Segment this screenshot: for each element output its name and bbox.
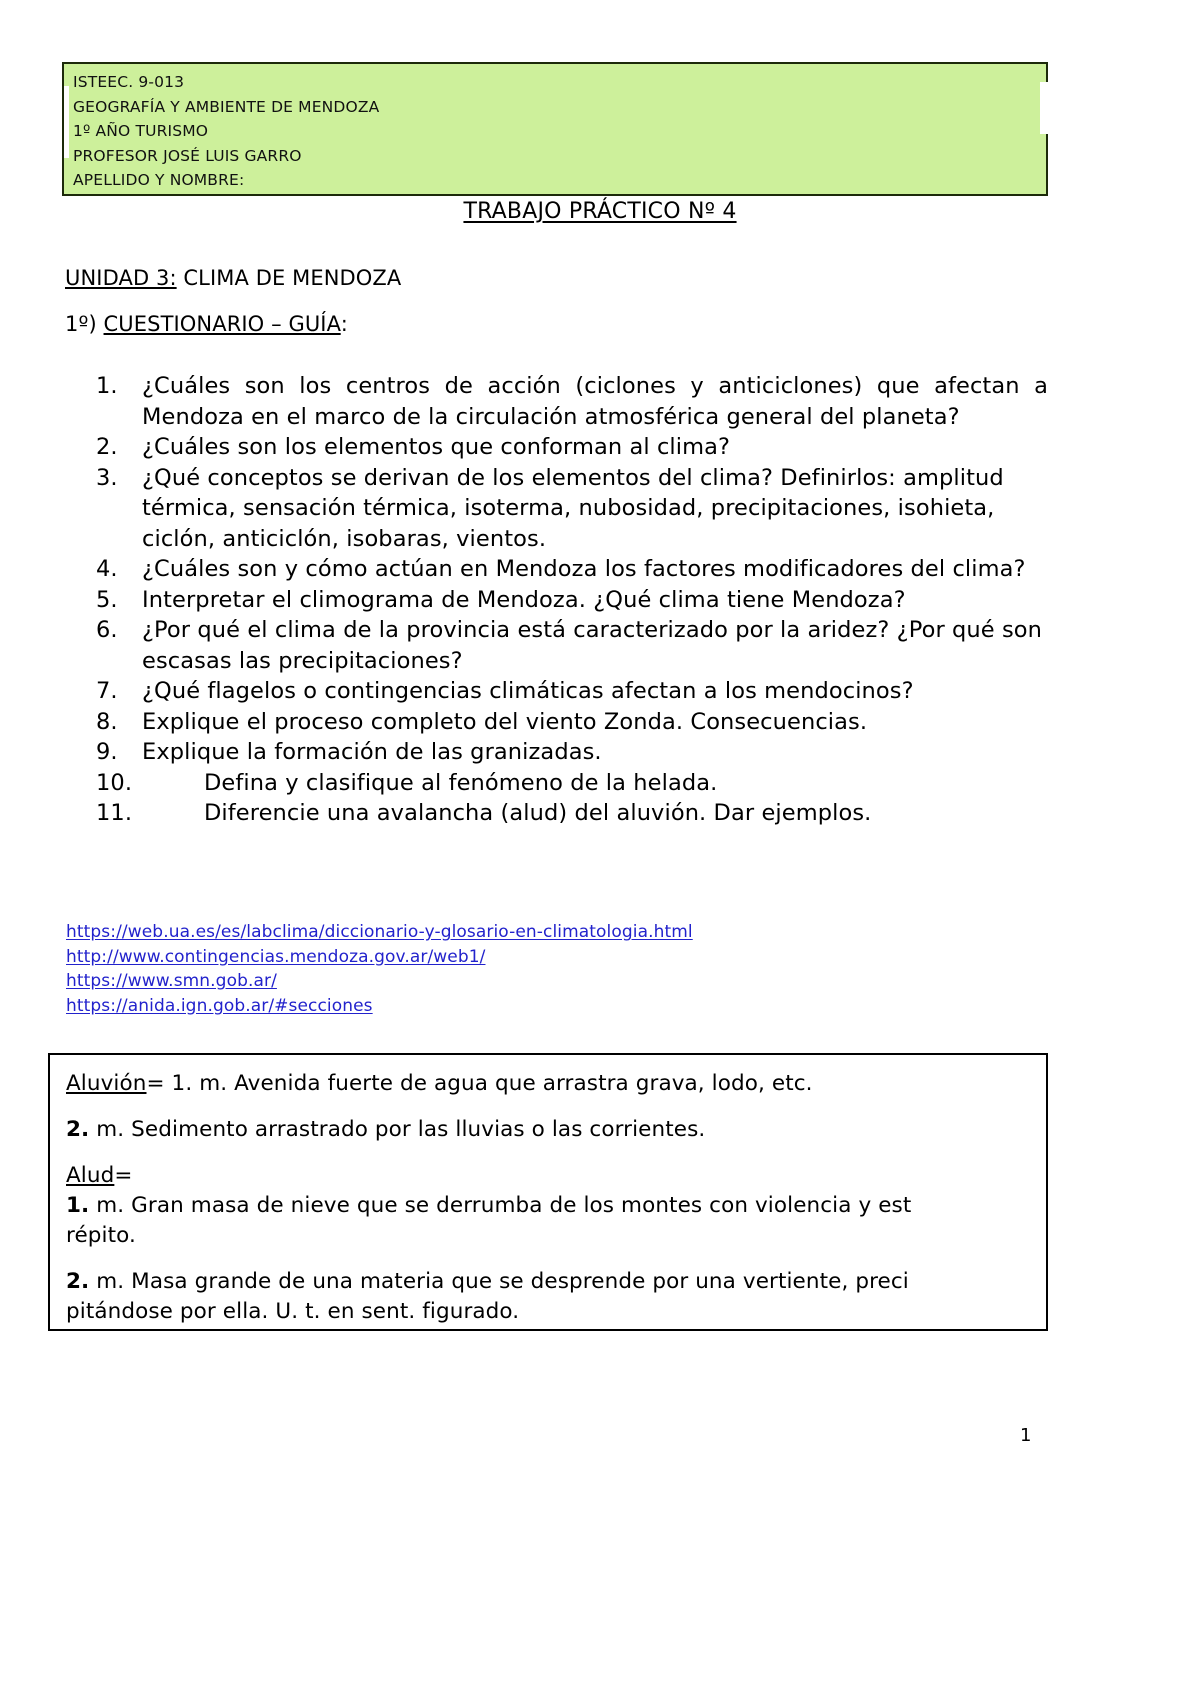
definition-aluvion-text2: m. Sedimento arrastrado por las lluvias o las corrientes.: [89, 1117, 706, 1142]
course-header-box: [62, 62, 1048, 196]
header-line-institution: ISTEEC. 9-013: [73, 73, 185, 91]
list-item: [96, 371, 1048, 432]
questionnaire-suffix: :: [340, 312, 348, 336]
list-item: [96, 432, 1048, 463]
definition-alud-text2-cont: pitándose por ella. U. t. en sent. figurado.: [66, 1299, 520, 1324]
questionnaire-heading: [65, 311, 348, 338]
list-item: [96, 768, 1048, 799]
list-item-text: ¿Por qué el clima de la provincia está caracterizado por la aridez? ¿Por qué son escasas las precipitaciones?: [142, 617, 1043, 674]
definition-sense-number: 2.: [66, 1117, 90, 1142]
list-item-text: Interpretar el climograma de Mendoza. ¿Qué clima tiene Mendoza?: [142, 586, 906, 613]
page-title-text: TRABAJO PRÁCTICO Nº 4: [463, 199, 737, 224]
list-item-text: Explique el proceso completo del viento Zonda. Consecuencias.: [142, 708, 868, 735]
definition-sense-number: 1.: [66, 1193, 90, 1218]
list-item: [96, 615, 1048, 676]
list-item-text: ¿Cuáles son y cómo actúan en Mendoza los factores modificadores del clima?: [142, 556, 1026, 582]
list-item: [96, 676, 1048, 707]
header-line-year: 1º AÑO TURISMO: [73, 122, 209, 140]
reference-link[interactable]: https://web.ua.es/es/labclima/diccionario-y-glosario-en-climatologia.html: [66, 922, 693, 942]
definition-aluvion-line1: [66, 1069, 1036, 1099]
header-line-professor: PROFESOR JOSÉ LUIS GARRO: [73, 146, 302, 165]
definition-alud-line2: [66, 1267, 1036, 1327]
list-item-label: Defina y clasifique al fenómeno de la helada.: [204, 769, 718, 796]
page-number: 1: [1020, 1425, 1032, 1446]
list-item-number: 4.: [96, 556, 118, 582]
list-item-number: 6.: [96, 617, 118, 643]
definition-alud-line1: [66, 1191, 1036, 1251]
list-item-text: ¿Qué flagelos o contingencias climáticas afectan a los mendocinos?: [142, 678, 914, 704]
definition-term-alud: Alud: [66, 1163, 115, 1188]
header-line-subject: GEOGRAFÍA Y AMBIENTE DE MENDOZA: [73, 97, 380, 116]
header-right-notch: [1040, 82, 1048, 134]
list-item: [96, 585, 1048, 616]
list-item-number: 8.: [96, 708, 118, 735]
list-item-number: 5.: [96, 586, 118, 613]
header-line-student-name: APELLIDO Y NOMBRE:: [73, 171, 245, 189]
list-item-number: 9.: [96, 739, 118, 765]
unit-value: CLIMA DE MENDOZA: [176, 266, 402, 290]
questionnaire-label: CUESTIONARIO – GUÍA: [103, 312, 341, 336]
reference-link[interactable]: https://www.smn.gob.ar/: [66, 971, 277, 991]
list-item: [96, 463, 1048, 555]
list-item-text: [142, 798, 1048, 829]
definition-term-aluvion: Aluvión: [66, 1071, 147, 1096]
list-item-text: ¿Cuáles son los centros de acción (ciclones y anticiclones) que afectan a Mendoza en el marco de la circulación atmosférica general del planeta?: [142, 373, 1048, 430]
reference-links: [66, 920, 966, 1018]
list-item-label: Diferencie una avalancha (alud) del aluvión. Dar ejemplos.: [204, 800, 872, 826]
list-item: [96, 798, 1048, 829]
unit-label: UNIDAD 3:: [65, 266, 177, 290]
list-item-number: 11.: [96, 800, 133, 826]
list-item: [96, 554, 1048, 585]
definition-aluvion-text1: = 1. m. Avenida fuerte de agua que arrastra grava, lodo, etc.: [146, 1071, 813, 1096]
definition-aluvion-line2: [66, 1115, 1036, 1145]
questionnaire-prefix: 1º): [65, 312, 104, 336]
definition-alud-text1: m. Gran masa de nieve que se derrumba de los montes con violencia y est: [89, 1193, 912, 1218]
unit-heading: [65, 265, 401, 292]
header-left-notch: [64, 86, 69, 158]
list-item-number: 1.: [96, 373, 118, 399]
list-item-number: 2.: [96, 434, 118, 460]
definitions-box: [48, 1053, 1048, 1331]
list-item-number: 7.: [96, 678, 118, 704]
list-item-text: Explique la formación de las granizadas.: [142, 739, 602, 765]
question-list: [96, 371, 1048, 829]
list-item-text: [142, 768, 1048, 799]
definition-alud-head: [66, 1161, 1036, 1191]
definition-sense-number: 2.: [66, 1269, 90, 1294]
reference-link[interactable]: http://www.contingencias.mendoza.gov.ar/web1/: [66, 946, 486, 967]
list-item-text: ¿Cuáles son los elementos que conforman al clima?: [142, 434, 731, 460]
list-item-number: 3.: [96, 464, 118, 491]
definition-alud-text2: m. Masa grande de una materia que se desprende por una vertiente, preci: [89, 1269, 909, 1294]
definition-alud-text1-cont: répito.: [66, 1223, 136, 1248]
list-item: [96, 737, 1048, 768]
definition-alud-equals: =: [114, 1163, 133, 1188]
reference-link[interactable]: https://anida.ign.gob.ar/#secciones: [66, 995, 373, 1016]
list-item-text: ¿Qué conceptos se derivan de los elementos del clima? Definirlos: amplitud térmica, sensación térmica, isoterma, nubosidad, precipitaciones, isohieta, ciclón, anticiclón, isobaras, vientos.: [142, 464, 1004, 552]
list-item: [96, 707, 1048, 738]
page-title: [0, 198, 1200, 226]
list-item-number: 10.: [96, 769, 133, 796]
